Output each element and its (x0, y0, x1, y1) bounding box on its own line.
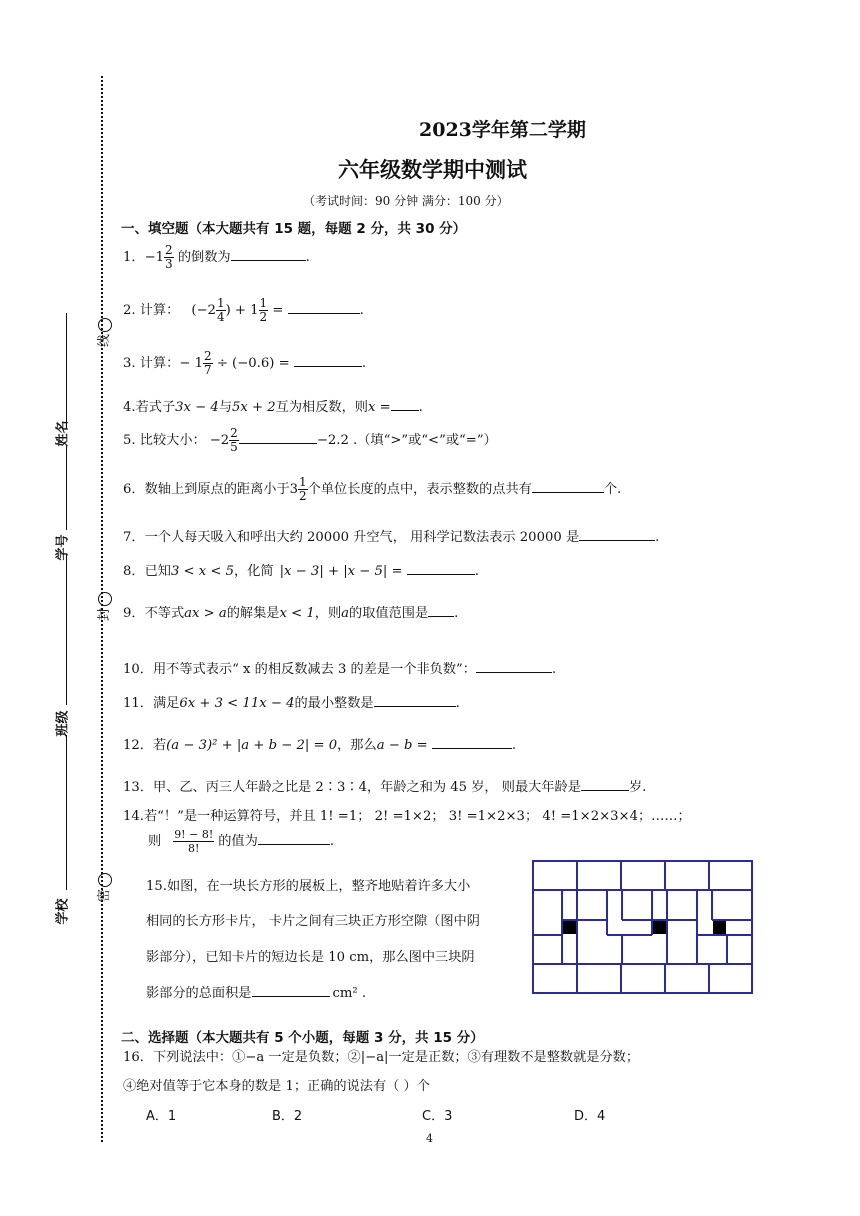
school-write-line (66, 735, 67, 890)
answer-blank-9[interactable] (428, 602, 454, 617)
question-12: 12．若(a − 3)² + |a + b − 2| = 0，那么a − b = . (123, 734, 516, 753)
name-write-line (66, 313, 67, 428)
exam-title: 六年级数学期中测试 (338, 157, 527, 182)
name-label: 姓名 (55, 420, 71, 447)
answer-blank-8[interactable] (407, 560, 475, 575)
answer-blank-3[interactable] (294, 352, 362, 367)
gap-square-3 (713, 921, 726, 934)
section2-heading: 二、选择题（本大题共有 5 个小题，每题 3 分，共 15 分） (121, 1030, 484, 1046)
gap-square-1 (563, 921, 576, 934)
answer-blank-5[interactable] (239, 429, 317, 444)
section1-heading: 一、填空题（本大题共有 15 题，每题 2 分，共 30 分） (121, 221, 467, 237)
answer-blank-14[interactable] (258, 830, 330, 845)
school-label: 学校 (55, 898, 71, 925)
question-2: 2. 计算： (−2 $\frac{1}{4}$ ) + 1 $\frac{1}{2}$ = . (123, 296, 364, 324)
gap-square-2 (653, 921, 666, 934)
id-write-line (66, 445, 67, 530)
question-15-line1: 15.如图，在一块长方形的展板上，整齐地贴着许多大小 (146, 879, 471, 894)
answer-blank-6[interactable] (532, 478, 604, 493)
answer-blank-2[interactable] (288, 299, 360, 314)
question-16-line1: 16．下列说法中：①−a 一定是负数；②|−a|一定是正数；③有理数不是整数就是分数； (123, 1050, 640, 1065)
question-15-line3: 影部分），已知卡片的短边长是 10 cm，那么图中三块阴 (146, 950, 475, 965)
question-13: 13．甲、乙、丙三人年龄之比是 2∶3∶4，年龄之和为 45 岁， 则最大年龄是 岁. (123, 776, 646, 795)
option-c[interactable]: C．3 (422, 1109, 453, 1124)
seal-secret-mark: 密 (93, 873, 112, 902)
card-board-figure (532, 860, 754, 996)
class-label: 班级 (55, 710, 71, 737)
class-write-line (66, 555, 67, 705)
exam-year-title: 2023学年第二学期 (419, 119, 586, 141)
answer-blank-7[interactable] (579, 526, 655, 541)
answer-blank-1[interactable] (231, 246, 306, 261)
seal-line-mark: 线 (93, 318, 112, 347)
option-a[interactable]: A．1 (146, 1109, 177, 1124)
seal-seal-mark: 封 (93, 592, 112, 621)
option-b[interactable]: B．2 (272, 1109, 303, 1124)
answer-blank-15[interactable] (252, 982, 330, 997)
question-8: 8．已知3 < x < 5，化简 |x − 3| + |x − 5| = . (123, 560, 479, 579)
question-10: 10．用不等式表示“ x 的相反数减去 3 的差是一个非负数”： . (123, 658, 556, 677)
student-id-label: 学号 (55, 534, 71, 561)
question-5: 5. 比较大小： −2 $\frac{2}{5}$ −2.2 .（填“>”或“<”或“=”） (123, 426, 497, 454)
question-14-line1: 14.若“！”是一种运算符号，并且 1! =1； 2! =1×2； 3! =1×2×3； 4! =1×2×3×4；……； (123, 809, 691, 824)
page-number: 4 (426, 1132, 433, 1145)
question-15-line4: 影部分的总面积是 cm² . (146, 982, 366, 1001)
question-9: 9．不等式ax > a的解集是x < 1，则a的取值范围是 . (123, 602, 458, 621)
answer-blank-4[interactable] (391, 396, 419, 411)
exam-subtitle: （考试时间：90 分钟 满分：100 分） (303, 194, 509, 208)
question-15-line2: 相同的长方形卡片， 卡片之间有三块正方形空隙（图中阴 (146, 914, 480, 929)
option-d[interactable]: D．4 (574, 1109, 606, 1124)
question-3: 3. 计算：− 1 $\frac{2}{7}$ ÷ (−0.6) = . (123, 349, 367, 377)
question-4: 4.若式子3x − 4与5x + 2互为相反数，则x = . (123, 396, 423, 415)
question-6: 6．数轴上到原点的距离小于3 $\frac{1}{2}$ 个单位长度的点中，表示整数的点共有 个. (123, 475, 622, 503)
answer-blank-13[interactable] (581, 776, 629, 791)
answer-blank-12[interactable] (432, 734, 512, 749)
question-1: 1．−1 $\frac{2}{3}$ 的倒数为 . (123, 243, 310, 271)
question-7: 7．一个人每天吸入和呼出大约 20000 升空气， 用科学记数法表示 20000 是 . (123, 526, 659, 545)
question-11: 11．满足6x + 3 < 11x − 4的最小整数是 . (123, 692, 460, 711)
answer-blank-11[interactable] (374, 692, 456, 707)
question-14-line2: 则 $\frac{9! - 8!}{8!}$ 的值为 . (148, 828, 335, 855)
question-16-line2: ④绝对值等于它本身的数是 1；正确的说法有（ ）个 (123, 1079, 430, 1094)
answer-blank-10[interactable] (476, 658, 552, 673)
